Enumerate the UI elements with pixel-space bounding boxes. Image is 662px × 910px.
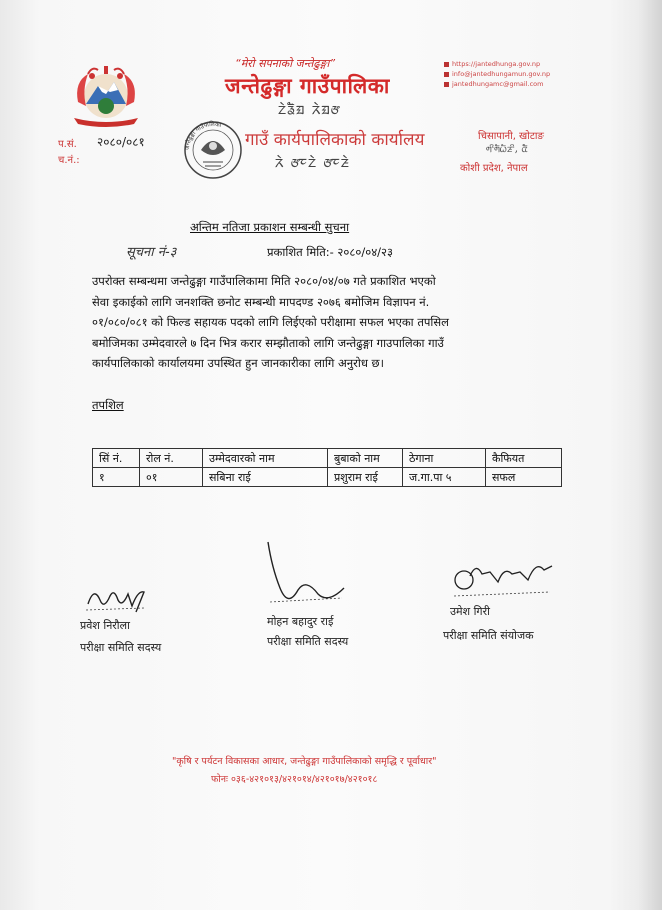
col-roll: रोल नं. <box>140 449 203 468</box>
footer-motto: "कृषि र पर्यटन विकासका आधार, जन्तेढुङ्गा गाउँपालिकाको समृद्धि र पूर्वाधार" <box>172 756 437 767</box>
table-header-row <box>93 449 562 468</box>
notice-number: सूचना नं-३ <box>126 245 177 260</box>
body-line: सेवा इकाईको लागि जनशक्ति छनोट सम्बन्धी मापदण्ड २०७६ बमोजिम विज्ञापन नं. <box>92 294 430 309</box>
municipality-seal-icon <box>181 110 245 186</box>
cell-roll: ०१ <box>140 468 203 487</box>
signature-1-icon <box>84 582 154 616</box>
body-line: उपरोक्त सम्बन्धमा जन्तेढुङ्गा गाउँपालिकामा मिति २०८०/०४/०७ गते प्रकाशित भएको <box>92 274 436 288</box>
footer-phone: फोनः ०३६-४२१०१३/४२१०१४/४२१०१७/४२१०१८ <box>211 774 378 785</box>
signature-2-icon <box>258 538 348 614</box>
cell-address: ज.गा.पा ५ <box>403 468 486 487</box>
office-name-limbu: ᤁᤧᤕ᤺ᤠᤀ ᤖᤧᤀᤅ <box>278 99 342 119</box>
publish-date: प्रकाशित मिति:- २०८०/०४/२३ <box>267 245 394 259</box>
ref-ps-value: २०८०/०८१ <box>97 135 145 149</box>
col-sn: सिं नं. <box>93 449 140 468</box>
mail-icon <box>444 72 449 77</box>
signature-1-name: प्रवेश निरौला <box>80 619 130 632</box>
cell-remarks: सफल <box>486 468 562 487</box>
office-subtitle-limbu: ᤖᤧ ᤅᤰᤁᤧ ᤅᤰᤏᤧ <box>275 152 350 172</box>
col-father: बुबाको नाम <box>328 449 403 468</box>
address-line-2: ᤛᤡᤛᤠᤐᤠᤏᤡ, ᤂᤠᤠ <box>486 142 528 155</box>
contact-website[interactable]: https://jantedhunga.gov.np <box>444 60 540 68</box>
notice-body <box>92 271 578 374</box>
col-candidate: उम्मेदवारको नाम <box>203 449 328 468</box>
table-row <box>93 468 562 487</box>
signature-2-name: मोहन बहादुर राई <box>267 615 334 628</box>
signature-2-role: परीक्षा समिति सदस्य <box>267 635 349 648</box>
slogan: “मेरो सपनाको जन्तेढुङ्गा” <box>235 57 336 70</box>
signature-1-role: परीक्षा समिति सदस्य <box>80 641 162 654</box>
office-subtitle: गाउँ कार्यपालिकाको कार्यालय <box>245 130 425 150</box>
nepal-emblem-icon <box>68 62 144 128</box>
signature-3-text: Umesh 2080/04/23 <box>480 582 490 583</box>
cell-father: प्रशुराम राई <box>328 468 403 487</box>
col-remarks: कैफियत <box>486 449 562 468</box>
address-line-1: चिसापानी, खोटाङ <box>478 131 544 142</box>
signature-1-text: Prabesh <box>90 600 95 601</box>
ref-ps-label: प.सं. <box>58 139 77 150</box>
contact-email-gmail[interactable]: jantedhungamc@gmail.com <box>444 80 543 88</box>
signature-3-role: परीक्षा समिति संयोजक <box>443 629 534 642</box>
signature-3-name: उमेश गिरी <box>450 605 490 618</box>
address-line-3: कोशी प्रदेश, नेपाल <box>460 163 528 174</box>
cell-candidate: सबिना राई <box>203 468 328 487</box>
page-edge-shadow <box>638 0 662 910</box>
ref-cn-label: च.नं.: <box>58 155 80 166</box>
signature-3-icon <box>440 552 560 602</box>
body-line: बमोजिमका उम्मेदवारले ७ दिन भित्र करार सम्झौताको लागि जन्तेढुङ्गा गाउपालिका गाउँ <box>92 335 444 350</box>
office-name: जन्तेढुङ्गा गाउँपालिका <box>225 74 390 98</box>
cell-sn: १ <box>93 468 140 487</box>
mail-icon <box>444 82 449 87</box>
globe-icon <box>444 62 449 67</box>
notice-title: अन्तिम नतिजा प्रकाशन सम्बन्धी सुचना <box>190 220 350 234</box>
contact-email-official[interactable]: info@jantedhungamun.gov.np <box>444 70 550 78</box>
body-line: ०१/०८०/०८१ को फिल्ड सहायक पदको लागि लिईएको परीक्षामा सफल भएका तपसिल <box>92 315 449 329</box>
col-address: ठेगाना <box>403 449 486 468</box>
results-table <box>92 448 562 487</box>
body-line: कार्यपालिकाको कार्यालयमा उपस्थित हुन जानकारीका लागि अनुरोध छ। <box>92 356 384 370</box>
signature-2-text: M. Rai <box>288 584 292 585</box>
seal-text: जन्तेढुङ्गा गाउँपालिका <box>183 120 222 151</box>
tapsil-heading: तपशिल <box>92 398 124 412</box>
